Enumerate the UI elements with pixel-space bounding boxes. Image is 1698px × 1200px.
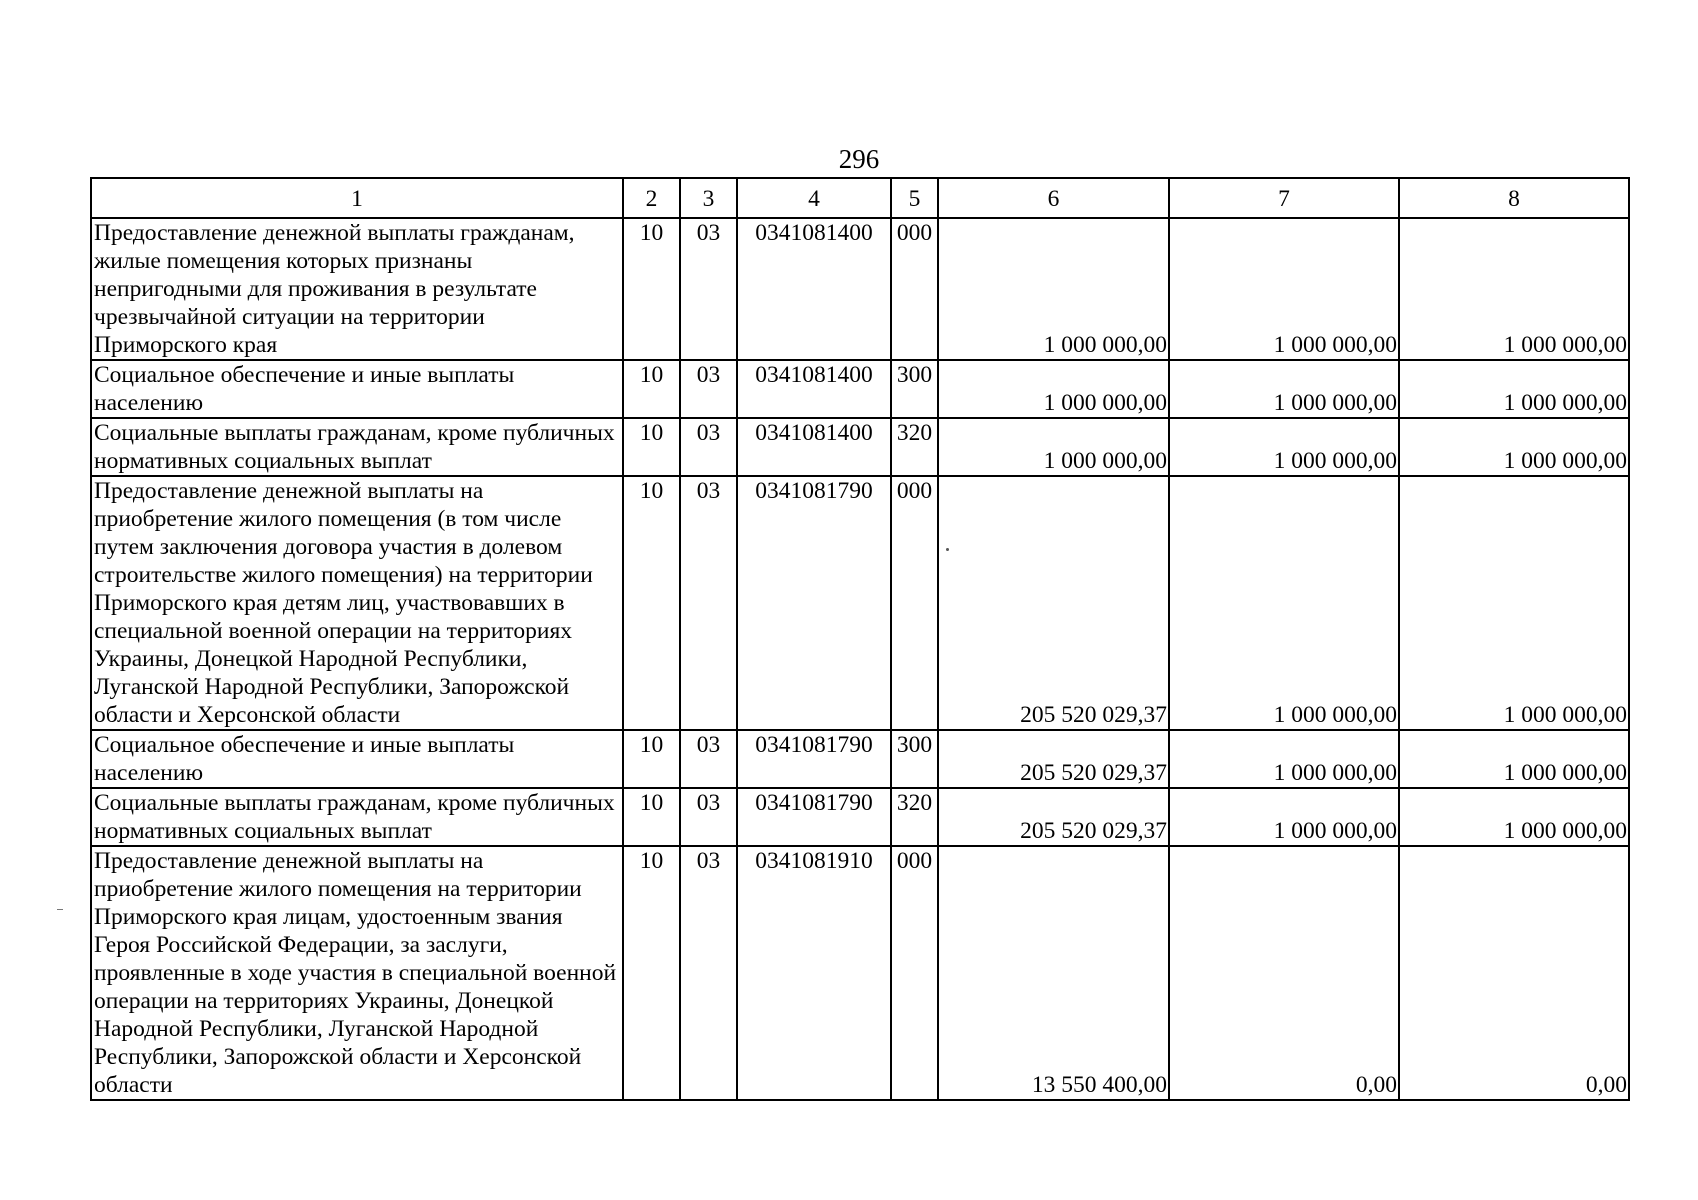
table-row: [91, 360, 1629, 418]
row-name: Социальные выплаты гражданам, кроме публичных нормативных социальных выплат: [91, 418, 623, 476]
section-code: 10: [623, 788, 680, 846]
subsection-code: 03: [680, 846, 737, 1100]
amount-col-7: 1 000 000,00: [1169, 730, 1399, 788]
row-name: Предоставление денежной выплаты на приобретение жилого помещения (в том числе путем заключения договора участия в долевом строительстве жилого помещения) на территории Приморского края детям лиц, участвовавших в специальной военной операции на территориях Украины, Донецкой Народной Республики, Луганской Народной Республики, Запорожской области и Херсонской области: [91, 476, 623, 730]
amount-col-8: 1 000 000,00: [1399, 218, 1629, 360]
table-row: [91, 846, 1629, 1100]
amount-col-8: 1 000 000,00: [1399, 730, 1629, 788]
amount-col-8: 1 000 000,00: [1399, 476, 1629, 730]
scan-speck: [946, 548, 949, 551]
amount-col-6: 13 550 400,00: [938, 846, 1169, 1100]
amount-col-6: 1 000 000,00: [938, 418, 1169, 476]
kind-code: 000: [891, 846, 938, 1100]
target-code: 0341081400: [737, 418, 891, 476]
kind-code: 000: [891, 476, 938, 730]
row-name: Предоставление денежной выплаты на приобретение жилого помещения на территории Приморского края лицам, удостоенным звания Героя Российской Федерации, за заслуги, проявленные в ходе участия в специальной военной операции на территориях Украины, Донецкой Народной Республики, Луганской Народной Республики, Запорожской области и Херсонской области: [91, 846, 623, 1100]
page-number: 296: [838, 144, 880, 174]
kind-code: 300: [891, 360, 938, 418]
section-code: 10: [623, 846, 680, 1100]
header-cell: 5: [891, 178, 938, 218]
subsection-code: 03: [680, 476, 737, 730]
kind-code: 000: [891, 218, 938, 360]
header-cell: 1: [91, 178, 623, 218]
amount-col-7: 1 000 000,00: [1169, 788, 1399, 846]
amount-col-7: 0,00: [1169, 846, 1399, 1100]
amount-col-6: 205 520 029,37: [938, 476, 1169, 730]
header-cell: 4: [737, 178, 891, 218]
table-row: [91, 418, 1629, 476]
target-code: 0341081790: [737, 730, 891, 788]
target-code: 0341081790: [737, 788, 891, 846]
amount-col-7: 1 000 000,00: [1169, 360, 1399, 418]
subsection-code: 03: [680, 218, 737, 360]
amount-col-8: 1 000 000,00: [1399, 418, 1629, 476]
table-row: [91, 788, 1629, 846]
row-name: Предоставление денежной выплаты гражданам, жилые помещения которых признаны непригодными для проживания в результате чрезвычайной ситуации на территории Приморского края: [91, 218, 623, 360]
section-code: 10: [623, 730, 680, 788]
amount-col-7: 1 000 000,00: [1169, 418, 1399, 476]
header-row: [91, 178, 1629, 218]
subsection-code: 03: [680, 788, 737, 846]
amount-col-6: 205 520 029,37: [938, 730, 1169, 788]
budget-table: [90, 177, 1630, 1101]
table-row: [91, 218, 1629, 360]
header-cell: 3: [680, 178, 737, 218]
amount-col-8: 1 000 000,00: [1399, 360, 1629, 418]
header-cell: 7: [1169, 178, 1399, 218]
header-cell: 2: [623, 178, 680, 218]
amount-col-7: 1 000 000,00: [1169, 218, 1399, 360]
amount-col-8: 0,00: [1399, 846, 1629, 1100]
section-code: 10: [623, 218, 680, 360]
header-cell: 6: [938, 178, 1169, 218]
subsection-code: 03: [680, 730, 737, 788]
table-row: [91, 476, 1629, 730]
kind-code: 300: [891, 730, 938, 788]
header-cell: 8: [1399, 178, 1629, 218]
target-code: 0341081910: [737, 846, 891, 1100]
amount-col-6: 205 520 029,37: [938, 788, 1169, 846]
scan-mark: [57, 909, 63, 910]
section-code: 10: [623, 418, 680, 476]
amount-col-8: 1 000 000,00: [1399, 788, 1629, 846]
target-code: 0341081400: [737, 360, 891, 418]
amount-col-6: 1 000 000,00: [938, 218, 1169, 360]
row-name: Социальное обеспечение и иные выплаты населению: [91, 730, 623, 788]
table-row: [91, 730, 1629, 788]
row-name: Социальные выплаты гражданам, кроме публичных нормативных социальных выплат: [91, 788, 623, 846]
section-code: 10: [623, 476, 680, 730]
amount-col-6: 1 000 000,00: [938, 360, 1169, 418]
kind-code: 320: [891, 788, 938, 846]
subsection-code: 03: [680, 418, 737, 476]
amount-col-7: 1 000 000,00: [1169, 476, 1399, 730]
section-code: 10: [623, 360, 680, 418]
row-name: Социальное обеспечение и иные выплаты населению: [91, 360, 623, 418]
target-code: 0341081790: [737, 476, 891, 730]
kind-code: 320: [891, 418, 938, 476]
subsection-code: 03: [680, 360, 737, 418]
target-code: 0341081400: [737, 218, 891, 360]
